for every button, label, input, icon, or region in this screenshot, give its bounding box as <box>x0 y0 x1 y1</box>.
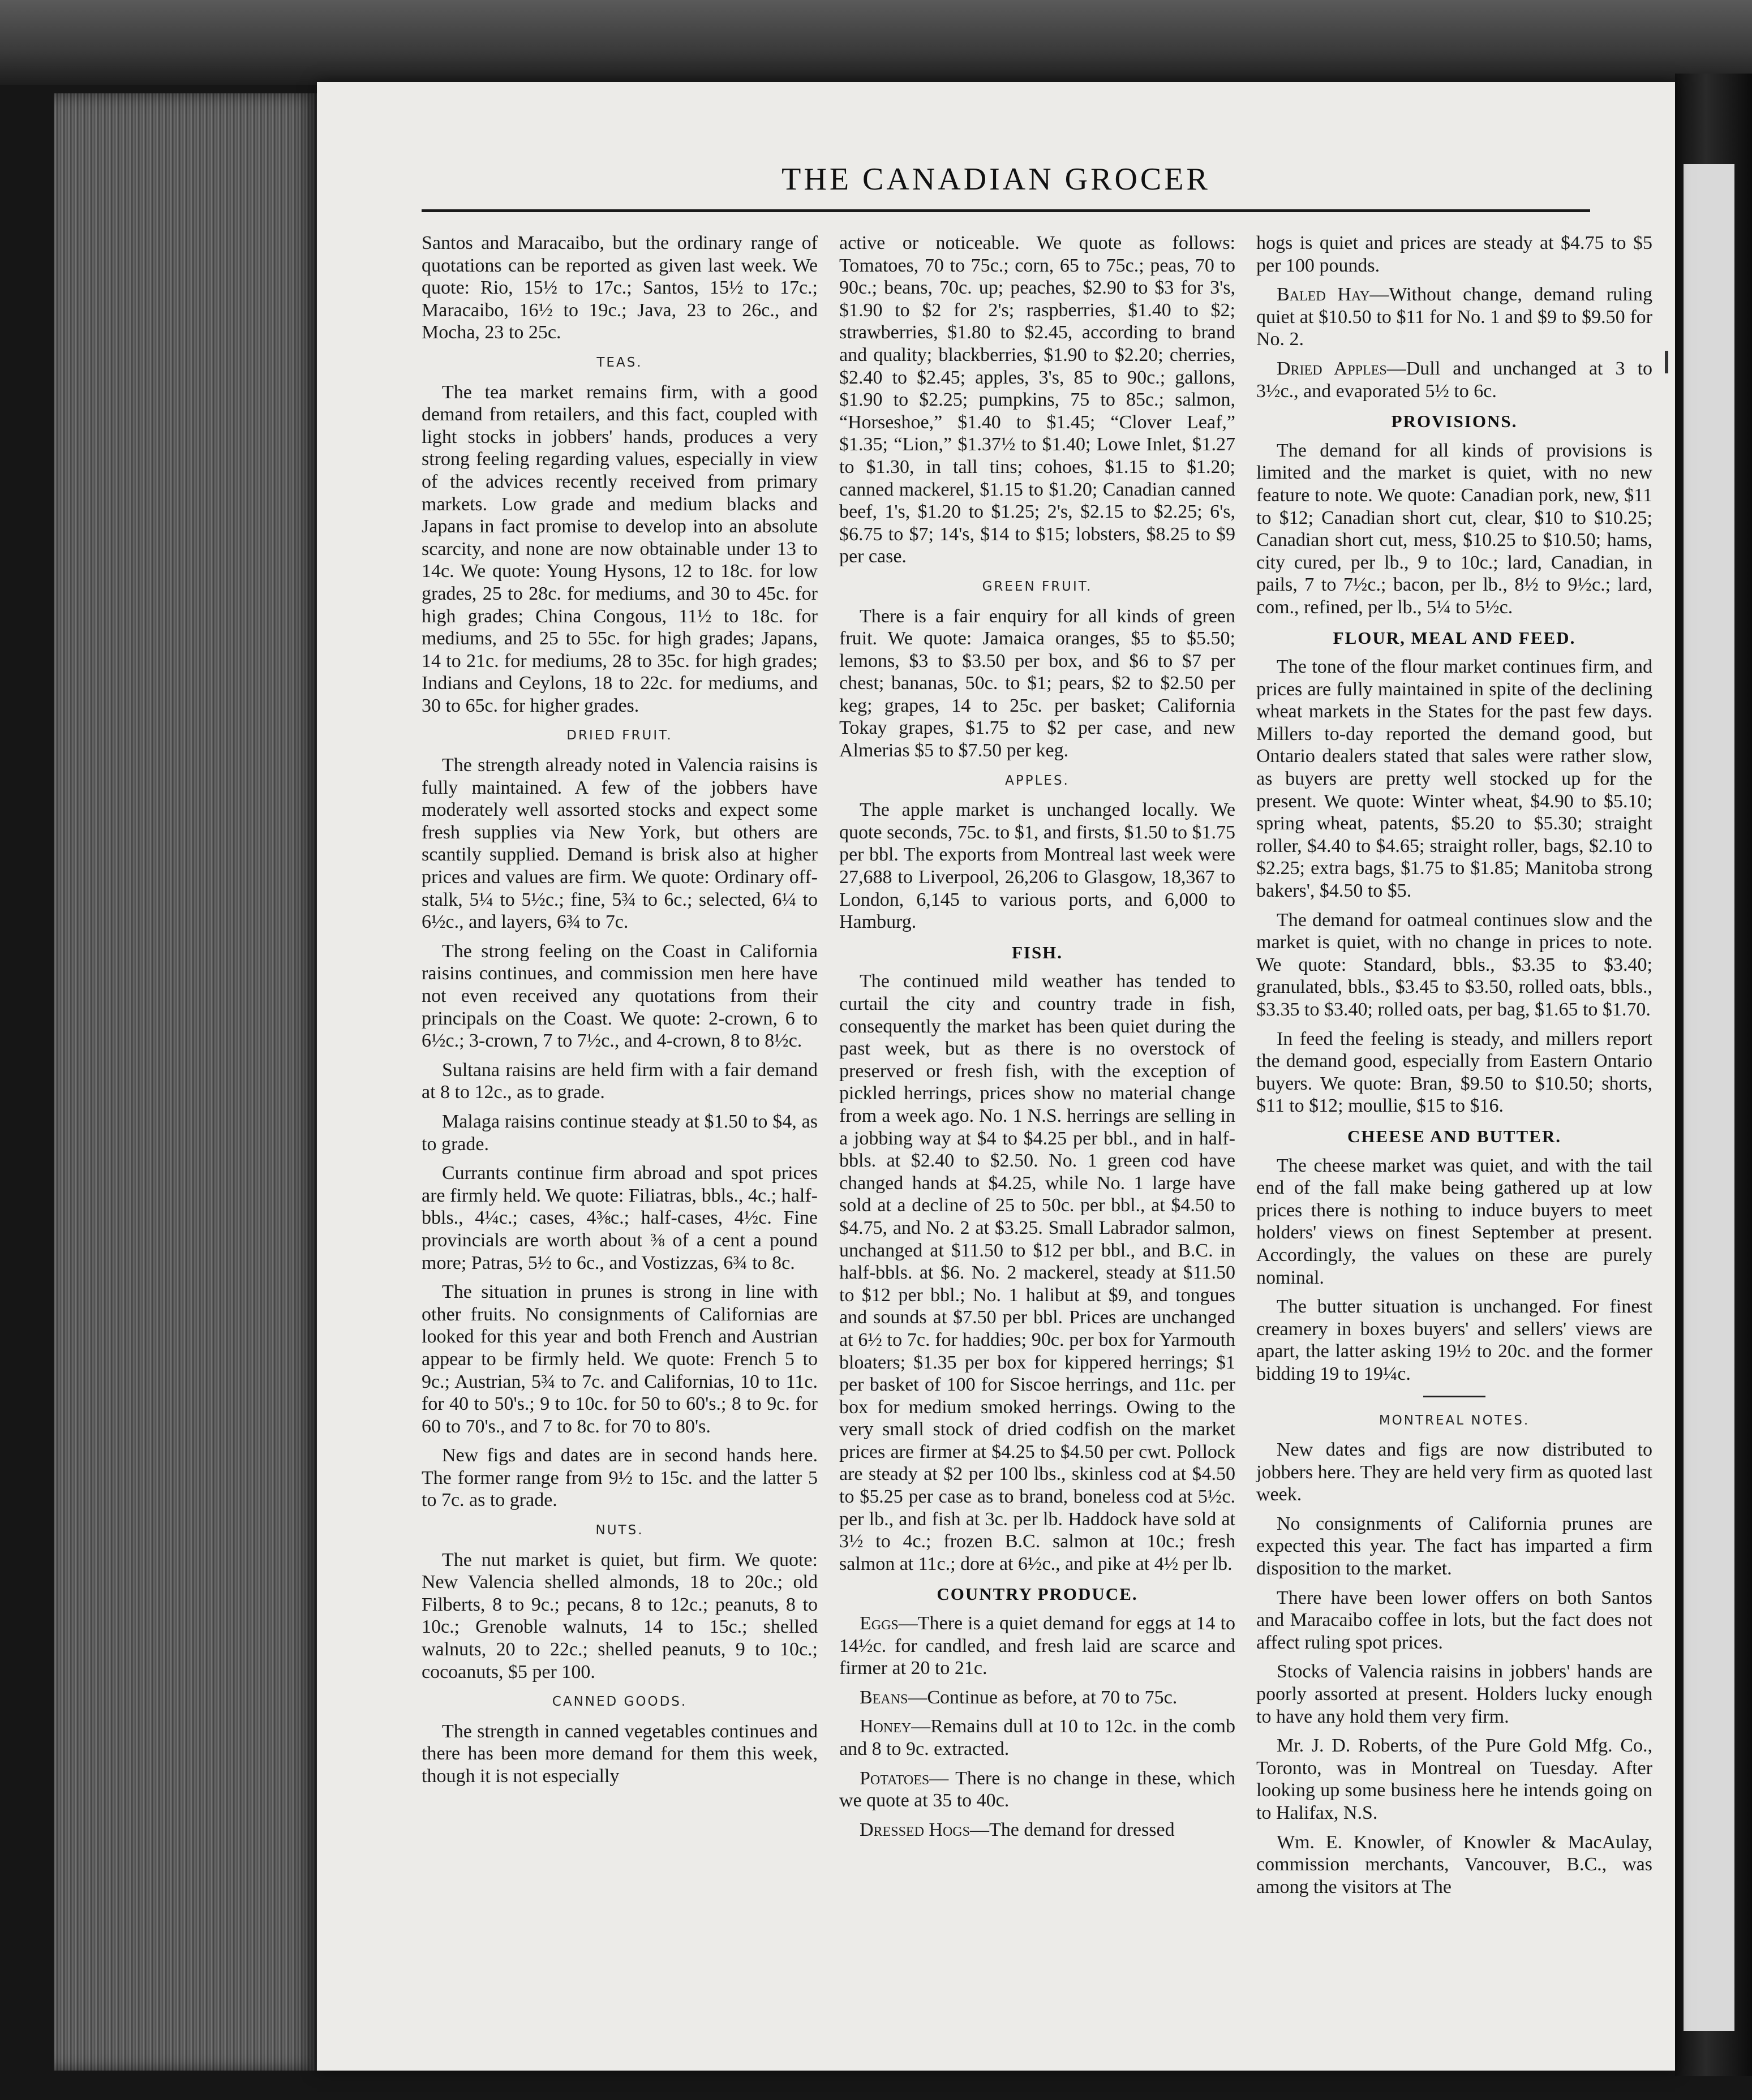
paragraph-text: The continued mild weather has tended to curtail the city and country trade in fish, consequently the market has been quiet during the past week, but as there is no overstock of preserved or fresh fish, with the exception of pickled herrings, prices show no material change from a week ago. No. 1 N.S. herrings are selling in a jobbing way at $4 to $4.25 per bbl., and in half-bbls. at $2.40 to $2.50. No. 1 green cod have changed hands at $4.25, while No. 1 large have sold at a decline of 25 to 50c. per bbl., at $4.50 to $4.75, and No. 2 at $3.25. Small Labrador salmon, unchanged at $11.50 to $12 per bbl., and B.C. in half-bbls. at $6. No. 2 mackerel, steady at $11.50 to $12 per bbl.; No. 1 halibut at $9, and tongues and sounds at $7.50 per bbl. Prices are unchanged at 6½ to 7c. for haddies; 90c. per box for Yarmouth bloaters; $1.35 per box for kippered herrings; $1 per basket of 100 for Siscoe herrings, and 11c. per box for medium smoked herrings. Owing to the very small stock of dried codfish on the market prices are firmer at $4.25 to $4.50 per cwt. Pollock are steady at $2 per 100 lbs., skinless cod at $4.50 to $5.25 per case as to brand, boneless cod at 5½c. per lb., and fish at 3c. per lb. Haddock have sold at 3½ to 4c.; frozen B.C. salmon at 10c.; fresh salmon at 11c.; dore at 6½c., and pike at 4½ per lb. <box>839 971 1235 1574</box>
article-paragraph <box>839 799 1235 933</box>
article-paragraph <box>422 1162 818 1274</box>
section-heading: CHEESE AND BUTTER. <box>1347 1126 1561 1146</box>
article-paragraph <box>1256 1513 1652 1580</box>
article-paragraph <box>839 1715 1235 1760</box>
paragraph-text: —The demand for dressed <box>969 1819 1175 1840</box>
paragraph-text: — There is no change in these, which we quote at 35 to 40c. <box>839 1767 1235 1811</box>
masthead-rule <box>422 209 1590 212</box>
paragraph-text: Santos and Maracaibo, but the ordinary range of quotations can be reported as given last week. We quote: Rio, 15½ to 17c.; Santos, 15½ to 17c.; Maracaibo, 16½ to 19c.; Java, 23 to 26c., and Mocha, 23 to 25c. <box>422 233 818 343</box>
section-heading: TEAS. <box>596 355 643 370</box>
paragraph-lead: Honey <box>860 1716 912 1737</box>
article-paragraph <box>422 754 818 933</box>
article-paragraph <box>839 1612 1235 1680</box>
article-paragraph <box>422 940 818 1052</box>
paragraph-text: The situation in prunes is strong in line with other fruits. No consignments of Californias are looked for this year and both French and Austrian appear to be firmly held. We quote: French 5 to 9c.; Austrian, 5¾ to 7c. and Californias, 10 to 11c. for 40 to 50's.; 9 to 10c. for 50 to 60's.; 8 to 9c. for 60 to 70's., and 7 to 8c. for 70 to 80's. <box>422 1281 818 1437</box>
paragraph-text: In feed the feeling is steady, and millers report the demand good, especially from Eastern Ontario buyers. We quote: Bran, $9.50 to $10.50; shorts, $11 to $12; moullie, $15 to $16. <box>1256 1028 1652 1117</box>
paragraph-text: —Remains dull at 10 to 12c. in the comb and 8 to 9c. extracted. <box>839 1716 1235 1759</box>
paragraph-text: Wm. E. Knowler, of Knowler & MacAulay, commission merchants, Vancouver, B.C., was among the visitors at The <box>1256 1831 1652 1897</box>
article-paragraph <box>1256 1735 1652 1824</box>
section-heading: COUNTRY PRODUCE. <box>937 1584 1138 1604</box>
paragraph-lead: Dried Apples <box>1277 358 1387 379</box>
paragraph-text: The strong feeling on the Coast in California raisins continues, and commission men here have not even received any quotations from their principals on the Coast. We quote: 2-crown, 6 to 6½c.; 3-crown, 7 to 7½c., and 4-crown, 8 to 8½c. <box>422 940 818 1052</box>
paragraph-text: The cheese market was quiet, and with the tail end of the fall make being gathered up at low prices there is nothing to induce buyers to meet holders' views on finest September at present. Accordingly, the values on these are purely nominal. <box>1256 1155 1652 1288</box>
section-heading: FISH. <box>1011 942 1063 962</box>
newspaper-page <box>317 82 1675 2071</box>
page-edge-mark <box>1665 351 1676 373</box>
paragraph-text: No consignments of California prunes are expected this year. The fact has imparted a firm disposition to the market. <box>1256 1513 1652 1580</box>
article-paragraph <box>1256 1296 1652 1385</box>
article-paragraph <box>1256 283 1652 351</box>
article-paragraph <box>839 605 1235 762</box>
article-paragraph <box>839 1819 1235 1841</box>
article-paragraph <box>1256 1028 1652 1117</box>
paragraph-lead: Eggs <box>860 1613 899 1634</box>
article-paragraph <box>422 1549 818 1684</box>
paragraph-text: hogs is quiet and prices are steady at $4.75 to $5 per 100 pounds. <box>1256 233 1652 276</box>
paragraph-text: —Continue as before, at 70 to 75c. <box>908 1686 1178 1708</box>
paragraph-text: There have been lower offers on both Santos and Maracaibo coffee in lots, but the fact does not affect ruling spot prices. <box>1256 1587 1652 1653</box>
article-paragraph <box>1256 1439 1652 1506</box>
article-paragraph <box>422 381 818 717</box>
article-paragraph <box>839 232 1235 568</box>
section-heading: APPLES. <box>1005 773 1070 788</box>
paragraph-lead: Beans <box>860 1686 908 1708</box>
article-paragraph <box>1256 1831 1652 1899</box>
column-1 <box>422 232 818 1795</box>
paragraph-text: Sultana raisins are held firm with a fair demand at 8 to 12c., as to grade. <box>422 1059 818 1103</box>
section-divider <box>1423 1396 1485 1397</box>
article-paragraph <box>422 1444 818 1512</box>
paragraph-text: Stocks of Valencia raisins in jobbers' hands are poorly assorted at present. Holders lucky enough to have any hold them very firm. <box>1256 1661 1652 1727</box>
masthead-title: THE CANADIAN GROCER <box>781 162 1210 197</box>
paragraph-text: Currants continue firm abroad and spot prices are firmly held. We quote: Filiatras, bbls., 4c.; half-bbls., 4¼c.; cases, 4⅜c.; half-cases, 4½c. Fine provincials are worth about ⅜ of a cent a pound more; Patras, 5½ to 6c., and Vostizzas, 6¾ to 8c. <box>422 1163 818 1273</box>
paragraph-text: The nut market is quiet, but firm. We quote: New Valencia shelled almonds, 18 to 20c.; old Filberts, 8 to 9c.; pecans, 8 to 12c.; peanuts, 8 to 10c.; Grenoble walnuts, 14 to 15c.; shelled walnuts, 20 to 22c.; shelled peanuts, 9 to 10c.; cocoanuts, $5 per 100. <box>422 1549 818 1682</box>
facing-page-edge <box>1684 164 1734 2031</box>
article-paragraph <box>1256 358 1652 402</box>
paragraph-text: The strength already noted in Valencia raisins is fully maintained. A few of the jobbers have moderately well assorted stocks and expect some fresh supplies via New York, but others are scantily supplied. Demand is brisk also at higher prices and values are firm. We quote: Ordinary off-stalk, 5¼ to 5½c.; fine, 5¾ to 6c.; selected, 6¼ to 6½c., and layers, 6¾ to 7c. <box>422 755 818 933</box>
book-page-edges <box>54 93 320 2071</box>
article-paragraph <box>1256 1155 1652 1289</box>
section-heading: FLOUR, MEAL AND FEED. <box>1333 627 1576 648</box>
paragraph-lead: Baled Hay <box>1277 284 1370 305</box>
paragraph-lead: Dressed Hogs <box>860 1819 970 1840</box>
section-heading: DRIED FRUIT. <box>566 728 673 743</box>
article-paragraph <box>839 1767 1235 1812</box>
section-heading: MONTREAL NOTES. <box>1379 1413 1530 1428</box>
paragraph-text: active or noticeable. We quote as follows: Tomatoes, 70 to 75c.; corn, 65 to 75c.; peas, 70 to 90c.; beans, 70c. up; peaches, $2.90 to $3 for 3's, $1.90 to $2 for 2's; raspberries, $1.40 to $2; strawberries, $1.80 to $2.45, according to brand and quality; blackberries, $1.90 to $2.20; cherries, $2.40 to $2.45; apples, 3's, 85 to 90c.; gallons, $1.90 to $2.25; pumpkins, 75 to 85c.; salmon, “Horseshoe,” $1.40 to $1.45; “Clover Leaf,” $1.35; “Lion,” $1.37½ to $1.40; Lowe Inlet, $1.27 to $1.30, in tall tins; cohoes, $1.15 to $1.20; canned mackerel, $1.15 to $1.20; Canadian canned beef, 1's, $1.20 to $1.25; 2's, $2.15 to $2.25; 6's, $6.75 to $7; 14's, $14 to $15; lobsters, $8.25 to $9 per case. <box>839 233 1235 567</box>
paragraph-text: The tone of the flour market continues firm, and prices are fully maintained in spite of the declining wheat markets in the States for the past few days. Millers to-day reported the demand good, but Ontario dealers stated that sales were rather slow, as buyers are pretty well stocked up for the present. We quote: Winter wheat, $4.90 to $5.10; spring wheat, patents, $5.20 to $5.30; straight roller, $4.40 to $4.65; straight roller, bags, $2.10 to $2.25; extra bags, $1.75 to $1.85; Manitoba strong bakers', $4.50 to $5. <box>1256 656 1652 902</box>
column-2 <box>839 232 1235 1848</box>
column-3 <box>1256 232 1652 1905</box>
article-paragraph <box>422 1720 818 1788</box>
paragraph-text: There is a fair enquiry for all kinds of green fruit. We quote: Jamaica oranges, $5 to $5.50; lemons, $3 to $3.50 per box, and $6 to $7 per chest; bananas, 50c. to $1; pears, $2 to $2.50 per keg; grapes, 14 to 25c. per basket; California Tokay grapes, $1.75 to $2 per case, and new Almerias $5 to $7.50 per keg. <box>839 605 1235 761</box>
article-paragraph <box>422 232 818 344</box>
article-paragraph <box>1256 1587 1652 1654</box>
article-paragraph <box>839 1686 1235 1709</box>
article-paragraph <box>422 1111 818 1155</box>
article-paragraph <box>1256 232 1652 277</box>
article-paragraph <box>422 1281 818 1438</box>
paragraph-text: Mr. J. D. Roberts, of the Pure Gold Mfg. Co., Toronto, was in Montreal on Tuesday. After looking up some business here he intends going on to Halifax, N.S. <box>1256 1735 1652 1823</box>
paragraph-text: The demand for all kinds of provisions is limited and the market is quiet, with no new feature to note. We quote: Canadian pork, new, $11 to $12; Canadian short cut, clear, $10 to $10.25; Canadian short cut, mess, $10.25 to $10.50; hams, city cured, per lb., 9 to 10c.; lard, Canadian, in pails, 7 to 7½c.; bacon, per lb., 8½ to 9½c.; lard, com., refined, per lb., 5¼ to 5½c. <box>1256 440 1652 618</box>
paragraph-text: New dates and figs are now distributed to jobbers here. They are held very firm as quoted last week. <box>1256 1439 1652 1505</box>
paragraph-text: The butter situation is unchanged. For finest creamery in boxes buyers' and sellers' views are apart, the latter asking 19½ to 20c. and the former bidding 19 to 19¼c. <box>1256 1296 1652 1384</box>
paragraph-text: The tea market remains firm, with a good demand from retailers, and this fact, coupled with light stocks in jobbers' hands, produces a very strong feeling regarding values, especially in view of the advices recently received from primary markets. Low grade and medium blacks and Japans in fact promise to develop into an absolute scarcity, and none are now obtainable under 13 to 14c. We quote: Young Hysons, 12 to 18c. for low grades, 25 to 28c. for mediums, and 30 to 45c. for high grades; China Congous, 11½ to 18c. for mediums, and 25 to 55c. for high grades; Japans, 14 to 21c. for mediums, 28 to 35c. for high grades; Indians and Ceylons, 18 to 22c. for mediums, and 30 to 65c. for higher grades. <box>422 381 818 716</box>
article-paragraph <box>1256 909 1652 1021</box>
section-heading: GREEN FRUIT. <box>982 579 1093 594</box>
paragraph-lead: Potatoes <box>860 1767 930 1789</box>
paragraph-text: —Without change, demand ruling quiet at $10.50 to $11 for No. 1 and $9 to $9.50 for No. 2. <box>1256 284 1652 350</box>
scan-background <box>0 0 1752 85</box>
paragraph-text: The apple market is unchanged locally. We quote seconds, 75c. to $1, and firsts, $1.50 to $1.75 per bbl. The exports from Montreal last week were 27,688 to Liverpool, 26,206 to Glasgow, 18,367 to London, 6,145 to various ports, and 6,000 to Hamburg. <box>839 799 1235 933</box>
paragraph-text: Malaga raisins continue steady at $1.50 to $4, as to grade. <box>422 1111 818 1155</box>
paragraph-text: —Dull and unchanged at 3 to 3½c., and evaporated 5½ to 6c. <box>1256 358 1653 402</box>
paragraph-text: The demand for oatmeal continues slow and the market is quiet, with no change in prices to note. We quote: Standard, bbls., $3.35 to $3.40; granulated, bbls., $3.45 to $3.50, rolled oats, bbls., $3.35 to $3.40; rolled oats, per bag, $1.65 to $1.70. <box>1256 909 1652 1020</box>
section-heading: PROVISIONS. <box>1391 411 1518 432</box>
article-paragraph <box>1256 440 1652 619</box>
article-paragraph <box>1256 656 1652 902</box>
section-heading: CANNED GOODS. <box>552 1694 688 1710</box>
paragraph-text: New figs and dates are in second hands here. The former range from 9½ to 15c. and the latter 5 to 7c. as to grade. <box>422 1445 818 1511</box>
article-paragraph <box>839 970 1235 1575</box>
paragraph-text: The strength in canned vegetables continues and there has been more demand for them this week, though it is not especially <box>422 1720 818 1787</box>
article-paragraph <box>1256 1660 1652 1728</box>
article-paragraph <box>422 1059 818 1104</box>
paragraph-text: —There is a quiet demand for eggs at 14 to 14½c. for candled, and fresh laid are scarce and firmer at 20 to 21c. <box>839 1613 1235 1679</box>
section-heading: NUTS. <box>595 1523 644 1538</box>
